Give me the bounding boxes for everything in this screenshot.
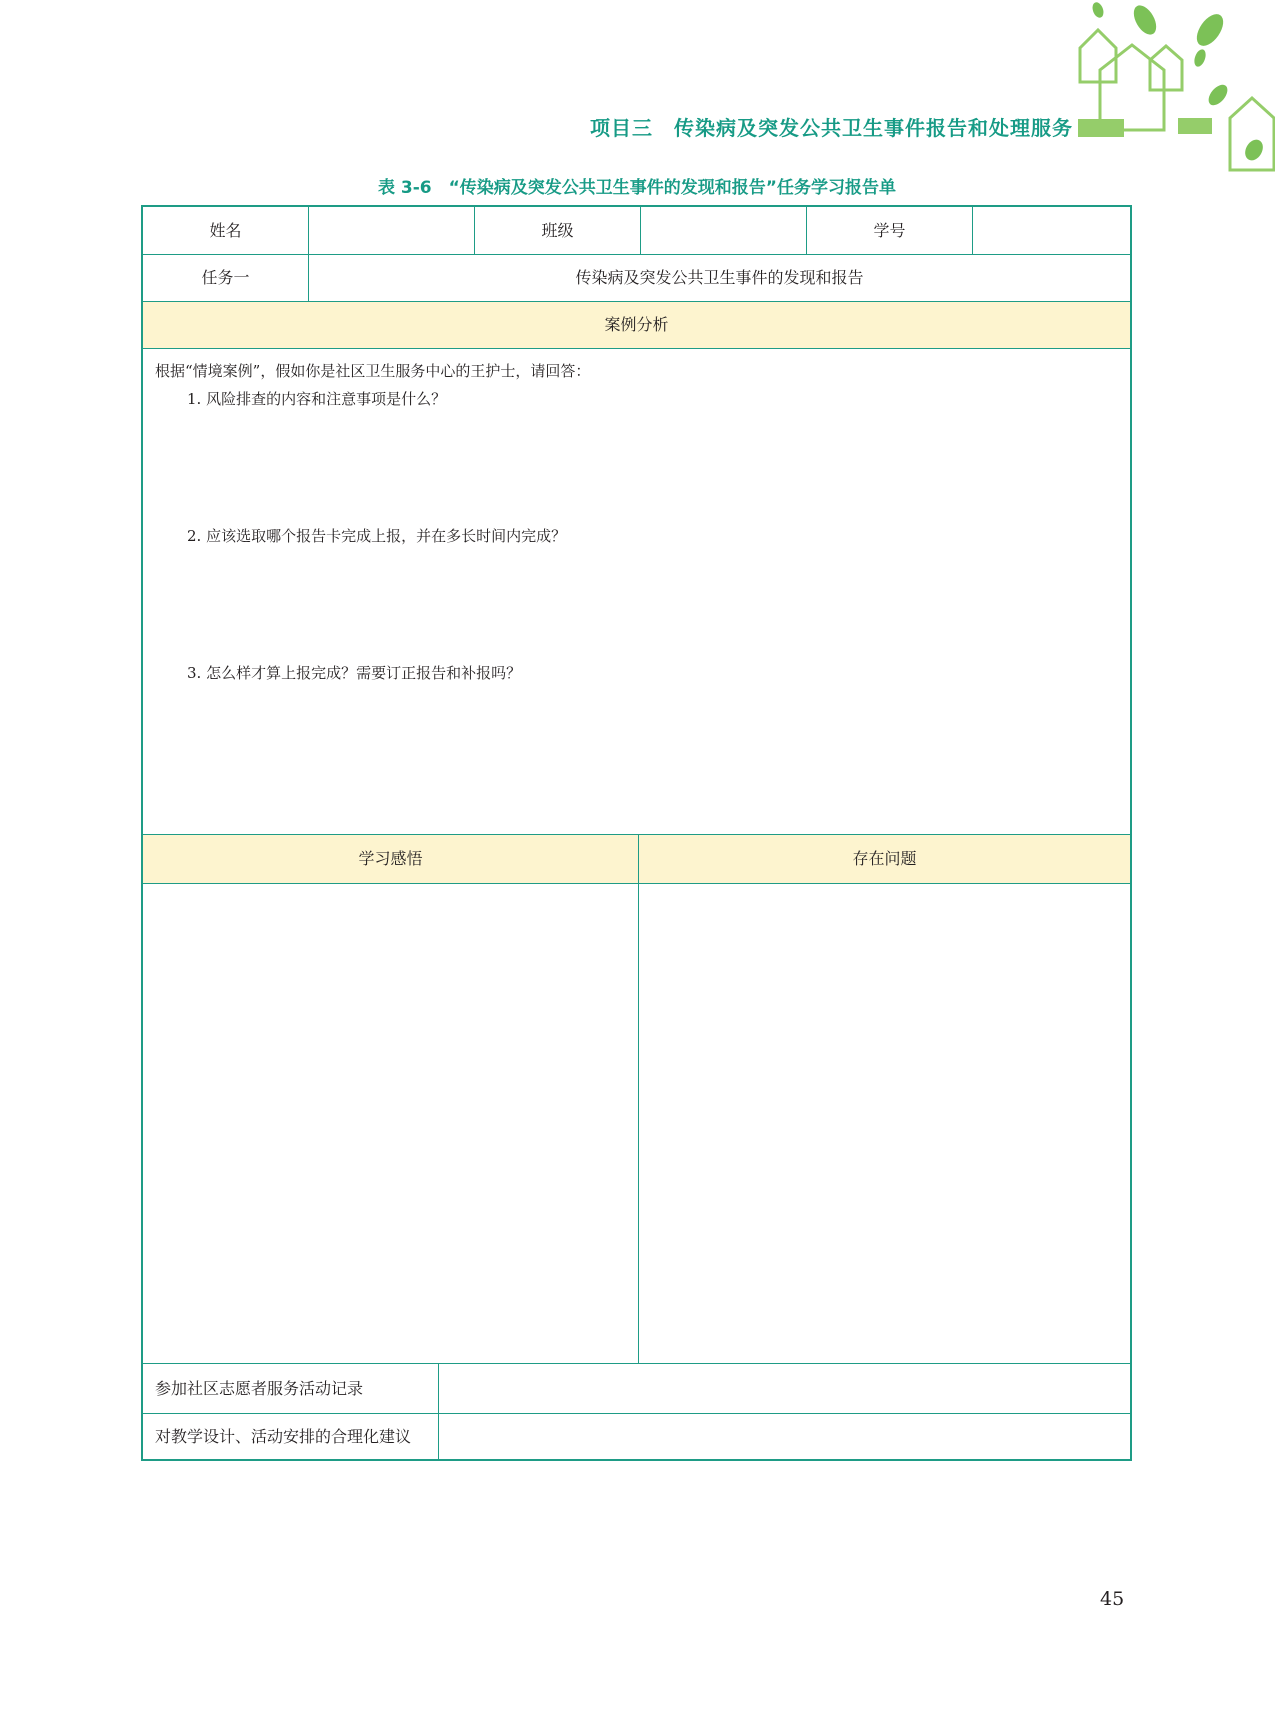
task-label: 任务一 [201, 268, 250, 287]
task-value: 传染病及突发公共卫生事件的发现和报告 [575, 268, 864, 287]
houses-and-leaves-icon [1060, 0, 1275, 175]
class-field[interactable] [641, 207, 806, 254]
page-number: 45 [1100, 1588, 1125, 1610]
case-analysis-body[interactable] [143, 349, 1130, 834]
suggestion-field[interactable] [439, 1414, 1130, 1459]
problems-header: 存在问题 [639, 835, 1130, 883]
name-label: 姓名 [209, 220, 242, 240]
student-id-label: 学号 [873, 220, 906, 240]
reflection-field[interactable] [143, 884, 638, 1363]
volunteer-record-field[interactable] [439, 1364, 1130, 1413]
name-field[interactable] [309, 207, 474, 254]
case-analysis-header: 案例分析 [143, 302, 1130, 348]
reflection-header: 学习感悟 [143, 835, 638, 883]
suggestion-label: 对教学设计、活动安排的合理化建议 [155, 1426, 412, 1446]
problems-field[interactable] [639, 884, 1130, 1363]
header-accent-bar [1078, 119, 1124, 137]
table-caption: 表 3-6 “传染病及突发公共卫生事件的发现和报告”任务学习报告单 [378, 178, 896, 198]
student-id-field[interactable] [973, 207, 1130, 254]
volunteer-record-label: 参加社区志愿者服务活动记录 [155, 1378, 364, 1398]
class-label: 班级 [541, 220, 574, 240]
chapter-header: 项目三 传染病及突发公共卫生事件报告和处理服务 [590, 116, 1073, 140]
question-3: 3. 怎么样才算上报完成？需要订正报告和补报吗？ [187, 664, 522, 682]
report-table [141, 205, 1132, 1461]
question-1: 1. 风险排查的内容和注意事项是什么？ [187, 390, 447, 408]
case-intro: 根据“情境案例”，假如你是社区卫生服务中心的王护士，请回答： [155, 362, 591, 380]
question-2: 2. 应该选取哪个报告卡完成上报，并在多长时间内完成？ [187, 527, 567, 545]
